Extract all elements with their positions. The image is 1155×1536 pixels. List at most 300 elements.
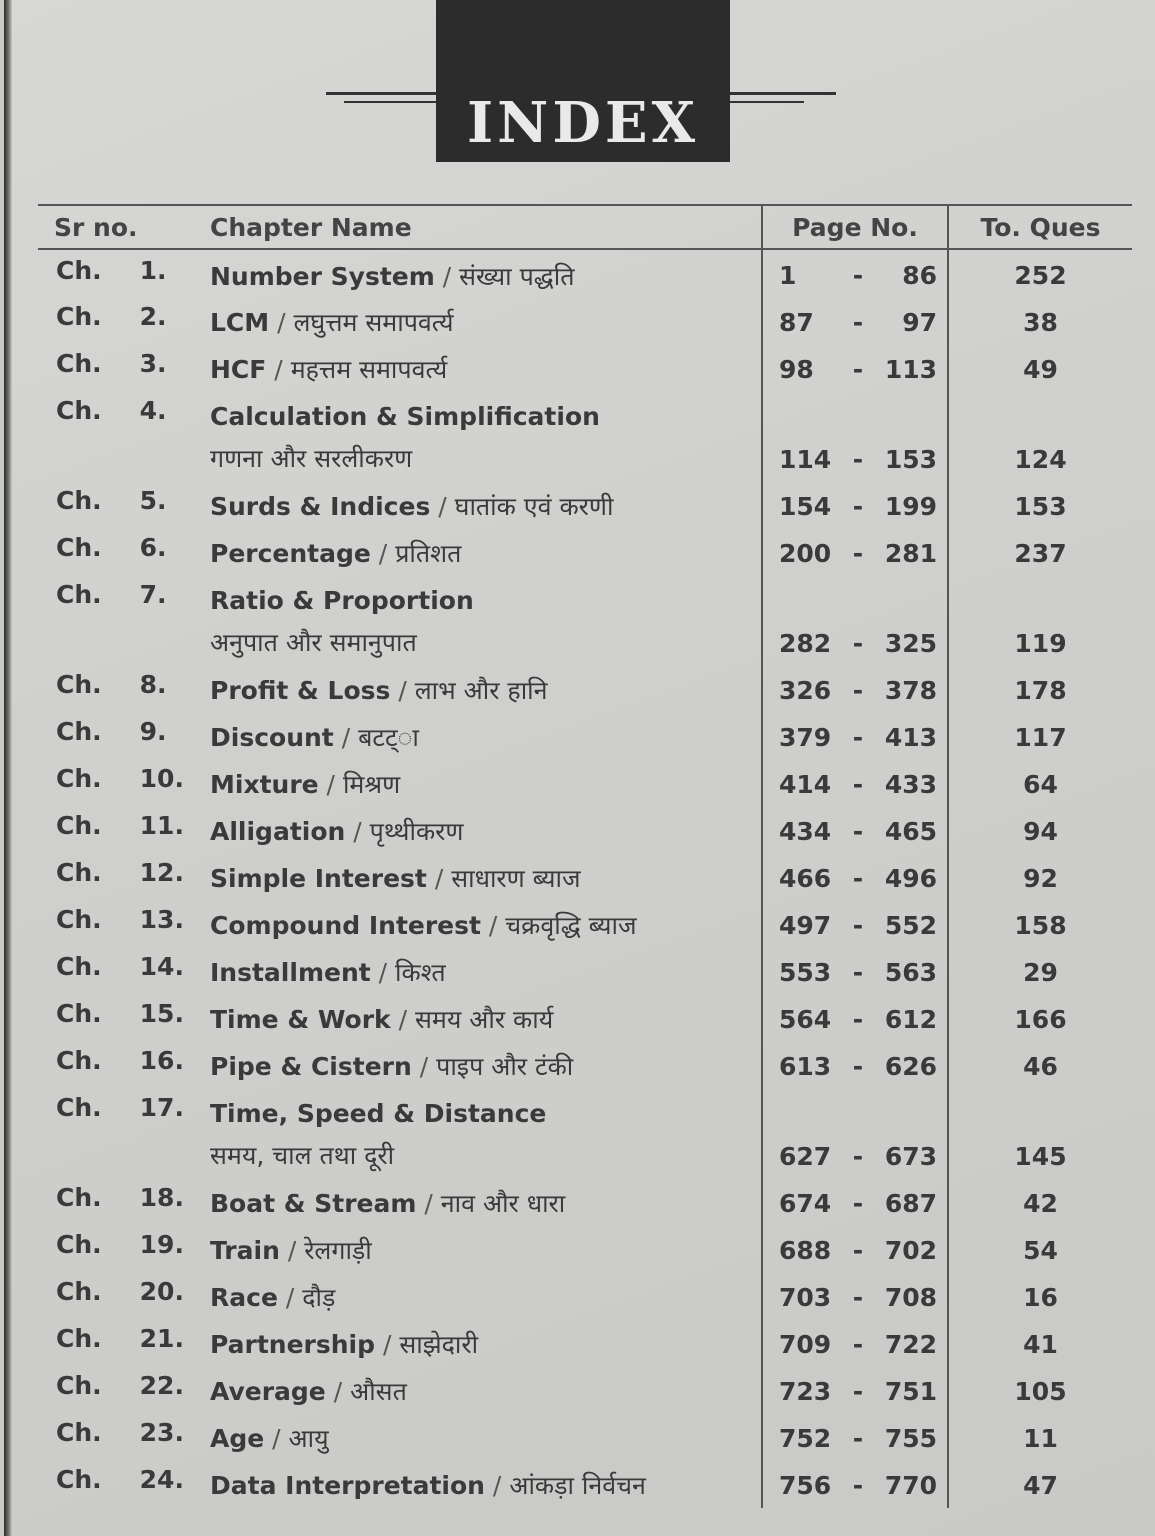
page-range [762,1367,948,1414]
page-from: 114 [779,445,832,474]
chapter-number: 20. [139,1277,184,1306]
page-from: 154 [779,492,832,521]
chapter-name-en: Number System [210,262,435,291]
total-questions: 49 [948,345,1132,392]
page-range [762,1414,948,1461]
name-separator: / [375,1330,400,1359]
table-row [38,948,1132,995]
page-to: 465 [884,817,937,846]
chapter-prefix: Ch. [56,905,102,934]
page-title: INDEX [466,90,700,156]
chapter-name [210,529,762,576]
total-questions: 119 [948,576,1132,666]
total-questions: 252 [948,249,1132,298]
title-area [4,0,1155,200]
chapter-sr [38,1179,210,1226]
chapter-name [210,298,762,345]
chapter-name-hi: अनुपात और समानुपात [210,628,417,657]
page-dash: - [852,1424,864,1453]
page-to: 413 [884,723,937,752]
chapter-name-en: Time & Work [210,1005,391,1034]
chapter-sr [38,249,210,298]
page-from: 613 [779,1052,832,1081]
page-from: 709 [779,1330,832,1359]
chapter-number: 10. [139,764,184,793]
table-row [38,1089,1132,1179]
chapter-sr [38,666,210,713]
page-dash: - [852,676,864,705]
page-to: 86 [902,261,937,290]
page-range [762,713,948,760]
chapter-name [210,1042,762,1089]
title-rule-right [730,92,836,95]
chapter-name [210,1414,762,1461]
page-to: 433 [884,770,937,799]
chapter-number: 6. [139,533,167,562]
page-from: 553 [779,958,832,987]
chapter-name-hi: साधारण ब्याज [451,864,581,893]
chapter-name-en: Mixture [210,770,319,799]
table-row [38,576,1132,666]
chapter-sr [38,1320,210,1367]
chapter-name [210,760,762,807]
name-separator: / [416,1189,441,1218]
chapter-number: 11. [139,811,184,840]
name-separator: / [345,817,370,846]
chapter-number: 17. [139,1093,184,1122]
total-questions: 117 [948,713,1132,760]
title-box [436,0,730,162]
chapter-sr [38,482,210,529]
page-dash: - [852,1236,864,1265]
chapter-name-hi: मिश्रण [342,770,401,799]
page-from: 627 [779,1142,832,1171]
chapter-name-hi: साझेदारी [399,1330,479,1359]
chapter-prefix: Ch. [56,1093,102,1122]
chapter-name-en: Race [210,1283,278,1312]
chapter-name-hi: औसत [350,1377,407,1406]
page-from: 326 [779,676,832,705]
chapter-name [210,995,762,1042]
total-questions: 11 [948,1414,1132,1461]
chapter-number: 9. [139,717,167,746]
page-from: 1 [779,261,797,290]
chapter-name [210,1461,762,1508]
chapter-name-hi: किश्त [395,958,446,987]
page-to: 496 [884,864,937,893]
page-range [762,948,948,995]
chapter-name [210,854,762,901]
chapter-number: 15. [139,999,184,1028]
page-range [762,345,948,392]
chapter-name-en: Simple Interest [210,864,427,893]
chapter-sr [38,713,210,760]
chapter-prefix: Ch. [56,1277,102,1306]
chapter-name-en: Pipe & Cistern [210,1052,412,1081]
page-dash: - [852,492,864,521]
chapter-prefix: Ch. [56,858,102,887]
page-range [762,995,948,1042]
page-dash: - [852,1142,864,1171]
page-from: 466 [779,864,832,893]
table-row [38,1367,1132,1414]
page-range [762,1089,948,1179]
chapter-prefix: Ch. [56,1371,102,1400]
name-separator: / [269,308,294,337]
page-dash: - [852,1330,864,1359]
total-questions: 29 [948,948,1132,995]
total-questions: 178 [948,666,1132,713]
table-row [38,1320,1132,1367]
name-separator: / [434,262,460,291]
chapter-name-hi: चक्रवृद्धि ब्याज [505,911,637,940]
chapter-name [210,948,762,995]
page-to: 325 [884,629,937,658]
chapter-number: 5. [139,486,167,515]
chapter-sr [38,529,210,576]
chapter-number: 24. [139,1465,184,1494]
page-range [762,1179,948,1226]
table-row [38,854,1132,901]
page-to: 702 [884,1236,937,1265]
table-row [38,1179,1132,1226]
page-to: 687 [884,1189,937,1218]
title-rule-left [326,92,436,95]
chapter-number: 19. [139,1230,184,1259]
chapter-number: 23. [139,1418,184,1447]
page-from: 87 [779,308,814,337]
chapter-name-en: Data Interpretation [210,1471,485,1500]
chapter-prefix: Ch. [56,717,102,746]
chapter-name-hi: दौड़ [302,1283,336,1312]
chapter-name [210,249,762,298]
page-range [762,576,948,666]
page-dash: - [852,1005,864,1034]
chapter-name-hi: रेलगाड़ी [304,1236,372,1265]
chapter-name-en: Time, Speed & Distance [210,1099,547,1128]
page-from: 674 [779,1189,832,1218]
page-dash: - [852,261,864,290]
page-range [762,298,948,345]
header-chapter-name: Chapter Name [210,205,762,249]
total-questions: 46 [948,1042,1132,1089]
chapter-name [210,666,762,713]
chapter-name-hi: पाइप और टंकी [436,1052,574,1081]
table-row [38,1273,1132,1320]
chapter-name-hi: समय, चाल तथा दूरी [210,1141,395,1170]
chapter-number: 3. [139,349,167,378]
chapter-prefix: Ch. [56,349,102,378]
chapter-name [210,1179,762,1226]
chapter-name-en: Train [210,1236,280,1265]
total-questions: 105 [948,1367,1132,1414]
table-row [38,901,1132,948]
chapter-prefix: Ch. [56,256,102,285]
table-row [38,713,1132,760]
page-to: 378 [884,676,937,705]
chapter-name [210,1367,762,1414]
chapter-number: 14. [139,952,184,981]
chapter-prefix: Ch. [56,1465,102,1494]
chapter-name-en: Percentage [210,539,371,568]
page-dash: - [852,1377,864,1406]
page-to: 751 [884,1377,937,1406]
page-dash: - [852,1471,864,1500]
page-to: 673 [884,1142,937,1171]
name-separator: / [318,770,343,799]
name-separator: / [333,723,359,752]
chapter-sr [38,1226,210,1273]
chapter-name-en: Boat & Stream [210,1189,417,1218]
chapter-sr [38,1414,210,1461]
total-questions: 47 [948,1461,1132,1508]
chapter-name [210,713,762,760]
page-range [762,249,948,298]
chapter-name-hi: लाभ और हानि [414,676,548,705]
table-row [38,482,1132,529]
page-range [762,529,948,576]
name-separator: / [390,1005,415,1034]
page-dash: - [852,539,864,568]
name-separator: / [484,1471,510,1500]
page-to: 626 [884,1052,937,1081]
header-total-questions: To. Ques [948,205,1132,249]
page-range [762,760,948,807]
chapter-prefix: Ch. [56,1183,102,1212]
table-row [38,1226,1132,1273]
table-row [38,807,1132,854]
chapter-number: 12. [139,858,184,887]
page-dash: - [852,723,864,752]
chapter-name-en: Discount [210,723,334,752]
page-to: 708 [884,1283,937,1312]
page-dash: - [852,445,864,474]
chapter-sr [38,1042,210,1089]
index-rows [38,249,1132,1508]
chapter-name-hi: प्रतिशत [395,539,462,568]
chapter-prefix: Ch. [56,811,102,840]
name-separator: / [370,539,396,568]
name-separator: / [264,1424,289,1453]
chapter-number: 7. [139,580,167,609]
page-from: 98 [779,355,814,384]
chapter-name-en: LCM [210,308,270,337]
page-from: 688 [779,1236,832,1265]
page-range [762,901,948,948]
chapter-name [210,1273,762,1320]
chapter-number: 13. [139,905,184,934]
page-dash: - [852,770,864,799]
chapter-name-hi: नाव और धारा [440,1189,566,1218]
chapter-name [210,1226,762,1273]
chapter-name-en: Ratio & Proportion [210,586,474,615]
chapter-name-en: Installment [210,958,371,987]
table-row [38,995,1132,1042]
table-row [38,1461,1132,1508]
chapter-name-hi: महत्तम समापवर्त्य [290,355,448,384]
chapter-name-hi: संख्या पद्धति [459,262,575,291]
page-dash: - [852,355,864,384]
chapter-name-hi: घातांक एवं करणी [454,492,614,521]
page-dash: - [852,864,864,893]
page-from: 703 [779,1283,832,1312]
name-separator: / [430,492,455,521]
chapter-prefix: Ch. [56,670,102,699]
chapter-prefix: Ch. [56,1418,102,1447]
chapter-sr [38,345,210,392]
page-to: 153 [884,445,937,474]
page-to: 199 [884,492,937,521]
chapter-name-hi: पृथ्थीकरण [369,817,464,846]
chapter-sr [38,807,210,854]
chapter-number: 4. [139,396,167,425]
total-questions: 41 [948,1320,1132,1367]
index-page [4,0,1155,1536]
page-range [762,666,948,713]
table-row [38,666,1132,713]
table-row [38,1042,1132,1089]
page-from: 497 [779,911,832,940]
chapter-prefix: Ch. [56,1046,102,1075]
page-to: 113 [884,355,937,384]
chapter-number: 16. [139,1046,184,1075]
table-row [38,298,1132,345]
chapter-name-en: Average [210,1377,326,1406]
page-from: 752 [779,1424,832,1453]
chapter-prefix: Ch. [56,1324,102,1353]
name-separator: / [390,676,415,705]
title-rule-right-thin [730,101,804,103]
book-spine [4,0,12,1536]
chapter-sr [38,392,210,482]
page-dash: - [852,817,864,846]
chapter-prefix: Ch. [56,1230,102,1259]
total-questions: 16 [948,1273,1132,1320]
page-dash: - [852,308,864,337]
chapter-name [210,576,762,666]
name-separator: / [266,355,291,384]
total-questions: 64 [948,760,1132,807]
chapter-prefix: Ch. [56,764,102,793]
chapter-number: 2. [139,302,167,331]
total-questions: 166 [948,995,1132,1042]
title-rule-left-thin [344,101,436,103]
chapter-number: 21. [139,1324,184,1353]
page-range [762,807,948,854]
page-to: 281 [884,539,937,568]
chapter-sr [38,901,210,948]
total-questions: 94 [948,807,1132,854]
chapter-sr [38,298,210,345]
chapter-name-en: Age [210,1424,265,1453]
chapter-prefix: Ch. [56,396,102,425]
chapter-number: 1. [139,256,167,285]
page-to: 612 [884,1005,937,1034]
chapter-prefix: Ch. [56,952,102,981]
chapter-sr [38,760,210,807]
page-from: 756 [779,1471,832,1500]
total-questions: 158 [948,901,1132,948]
page-from: 414 [779,770,832,799]
total-questions: 124 [948,392,1132,482]
page-to: 722 [884,1330,937,1359]
chapter-number: 8. [139,670,167,699]
table-row [38,392,1132,482]
page-from: 723 [779,1377,832,1406]
total-questions: 237 [948,529,1132,576]
page-range [762,854,948,901]
chapter-name [210,1089,762,1179]
chapter-sr [38,995,210,1042]
chapter-sr [38,576,210,666]
chapter-name-en: Partnership [210,1330,376,1359]
chapter-name-hi: गणना और सरलीकरण [210,444,413,473]
chapter-prefix: Ch. [56,486,102,515]
page-to: 563 [884,958,937,987]
total-questions: 153 [948,482,1132,529]
name-separator: / [370,958,396,987]
header-sr-no: Sr no. [38,205,210,249]
chapter-sr [38,1367,210,1414]
page-to: 97 [902,308,937,337]
page-dash: - [852,958,864,987]
total-questions: 54 [948,1226,1132,1273]
chapter-prefix: Ch. [56,302,102,331]
page-to: 552 [884,911,937,940]
name-separator: / [480,911,506,940]
chapter-name-en: Profit & Loss [210,676,391,705]
table-header-row [38,205,1132,249]
chapter-prefix: Ch. [56,999,102,1028]
chapter-prefix: Ch. [56,533,102,562]
page-range [762,1042,948,1089]
chapter-sr [38,948,210,995]
page-dash: - [852,911,864,940]
chapter-number: 22. [139,1371,184,1400]
chapter-name-hi: बटट्ा [358,723,419,752]
page-range [762,1320,948,1367]
total-questions: 42 [948,1179,1132,1226]
chapter-prefix: Ch. [56,580,102,609]
chapter-name-hi: समय और कार्य [414,1005,554,1034]
table-row [38,529,1132,576]
chapter-name [210,345,762,392]
page-from: 379 [779,723,832,752]
chapter-name-en: Calculation & Simplification [210,402,600,431]
table-row [38,345,1132,392]
page-from: 282 [779,629,832,658]
table-row [38,1414,1132,1461]
chapter-sr [38,1461,210,1508]
total-questions: 92 [948,854,1132,901]
chapter-name-en: Surds & Indices [210,492,431,521]
page-from: 200 [779,539,832,568]
name-separator: / [325,1377,351,1406]
chapter-name-hi: आंकड़ा निर्वचन [509,1471,646,1500]
name-separator: / [426,864,452,893]
page-from: 434 [779,817,832,846]
table-row [38,760,1132,807]
chapter-sr [38,1089,210,1179]
name-separator: / [411,1052,437,1081]
name-separator: / [279,1236,305,1265]
page-dash: - [852,1283,864,1312]
page-dash: - [852,629,864,658]
page-dash: - [852,1189,864,1218]
total-questions: 38 [948,298,1132,345]
index-table [38,204,1132,1508]
page-range [762,1461,948,1508]
